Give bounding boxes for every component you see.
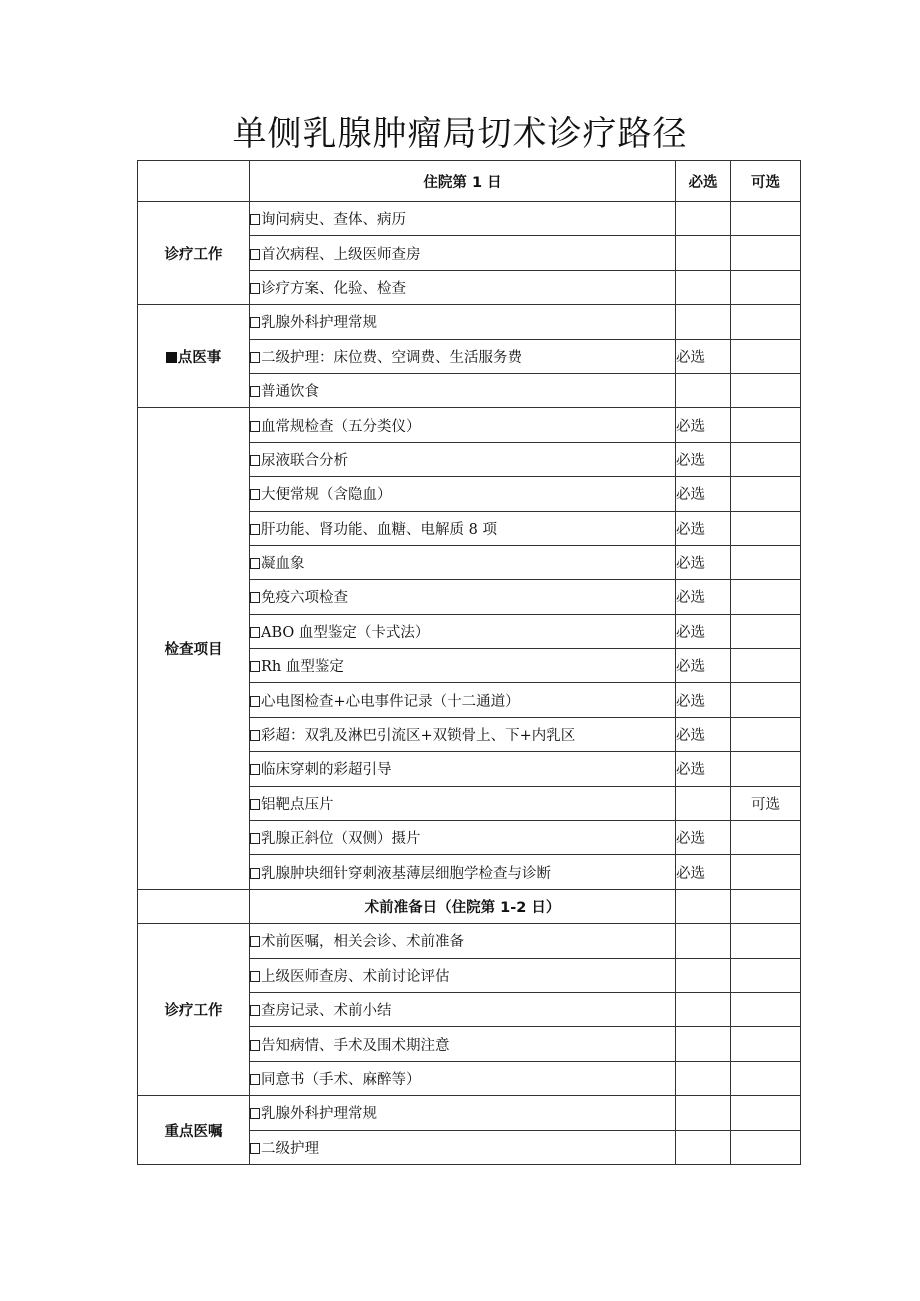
required-flag: 必选 (676, 614, 731, 648)
required-flag: 必选 (676, 545, 731, 579)
checkbox-icon[interactable] (250, 352, 260, 363)
checkbox-icon[interactable] (250, 592, 260, 603)
checkbox-icon[interactable] (250, 1074, 260, 1085)
checklist-item: 乳腺外科护理常规 (250, 305, 676, 339)
checkbox-icon[interactable] (250, 249, 260, 260)
required-flag: 必选 (676, 511, 731, 545)
checkbox-icon[interactable] (250, 799, 260, 810)
checkbox-icon[interactable] (250, 1005, 260, 1016)
checkbox-icon[interactable] (250, 524, 260, 535)
required-flag: 必选 (676, 408, 731, 442)
checklist-item: 乳腺正斜位（双侧）摄片 (250, 821, 676, 855)
checklist-item: 凝血象 (250, 545, 676, 579)
header-optional: 可选 (731, 161, 801, 202)
section-heading-row (138, 889, 801, 923)
checklist-item: 术前医嘱，相关会诊、术前准备 (250, 924, 676, 958)
checkbox-icon[interactable] (250, 489, 260, 500)
checklist-item: 心电图检查+心电事件记录（十二通道） (250, 683, 676, 717)
table-header-row (138, 161, 801, 202)
checklist-item: 大便常规（含隐血） (250, 477, 676, 511)
checklist-item: 彩超：双乳及淋巴引流区+双锁骨上、下+内乳区 (250, 717, 676, 751)
required-flag: 必选 (676, 339, 731, 373)
checklist-item: 告知病情、手术及围术期注意 (250, 1027, 676, 1061)
required-flag: 必选 (676, 683, 731, 717)
checklist-item: 肝功能、肾功能、血糖、电解质 8 项 (250, 511, 676, 545)
checkbox-icon[interactable] (250, 661, 260, 672)
checklist-item: 免疫六项检查 (250, 580, 676, 614)
checklist-item: 诊疗方案、化验、检查 (250, 270, 676, 304)
checkbox-icon[interactable] (250, 558, 260, 569)
required-flag: 必选 (676, 717, 731, 751)
checkbox-icon[interactable] (250, 936, 260, 947)
checkbox-icon[interactable] (250, 764, 260, 775)
table-row (138, 305, 801, 339)
checklist-item: 二级护理：床位费、空调费、生活服务费 (250, 339, 676, 373)
checkbox-icon[interactable] (250, 971, 260, 982)
table-row (138, 924, 801, 958)
page-title: 单侧乳腺肿瘤局切术诊疗路径 (232, 114, 688, 154)
required-flag: 必选 (676, 649, 731, 683)
category-diagnosis-work: 诊疗工作 (138, 202, 250, 305)
checklist-item: 临床穿刺的彩超引导 (250, 752, 676, 786)
checkbox-icon[interactable] (250, 421, 260, 432)
checklist-item: 血常规检查（五分类仪） (250, 408, 676, 442)
checklist-item: 尿液联合分析 (250, 442, 676, 476)
checkbox-icon[interactable] (250, 1108, 260, 1119)
required-flag: 必选 (676, 821, 731, 855)
checkbox-icon[interactable] (250, 730, 260, 741)
checklist-item: 普通饮食 (250, 373, 676, 407)
table-row (138, 202, 801, 236)
checklist-item: 查房记录、术前小结 (250, 992, 676, 1026)
checkbox-icon[interactable] (250, 833, 260, 844)
checklist-item: 询问病史、查体、病历 (250, 202, 676, 236)
category-preop-diagnosis-work: 诊疗工作 (138, 924, 250, 1096)
required-flag: 必选 (676, 580, 731, 614)
checkbox-icon[interactable] (250, 696, 260, 707)
required-flag: 必选 (676, 477, 731, 511)
checklist-item: Rh 血型鉴定 (250, 649, 676, 683)
category-exam-items: 检查项目 (138, 408, 250, 889)
checklist-item: 上级医师查房、术前讨论评估 (250, 958, 676, 992)
checkbox-icon[interactable] (250, 283, 260, 294)
checkbox-icon[interactable] (250, 1040, 260, 1051)
checklist-item: 乳腺外科护理常规 (250, 1096, 676, 1130)
checkbox-icon[interactable] (250, 1143, 260, 1154)
checklist-item: ABO 血型鉴定（卡式法） (250, 614, 676, 648)
required-flag (676, 786, 731, 820)
required-flag: 必选 (676, 855, 731, 889)
required-flag (676, 373, 731, 407)
required-flag (676, 305, 731, 339)
checkbox-icon[interactable] (250, 317, 260, 328)
header-day1: 住院第 1 日 (250, 161, 676, 202)
checklist-item: 二级护理 (250, 1130, 676, 1164)
checklist-item: 同意书（手术、麻醉等） (250, 1061, 676, 1095)
category-key-orders: 点医事 (138, 305, 250, 408)
checkbox-icon[interactable] (250, 386, 260, 397)
checkbox-icon[interactable] (250, 868, 260, 879)
checklist-item: 乳腺肿块细针穿刺液基薄层细胞学检查与诊断 (250, 855, 676, 889)
category-preop-key-orders: 重点医嘱 (138, 1096, 250, 1165)
required-flag: 必选 (676, 442, 731, 476)
filled-square-icon (166, 352, 177, 363)
preop-heading: 术前准备日（住院第 1-2 日） (250, 889, 676, 923)
checkbox-icon[interactable] (250, 455, 260, 466)
checklist-item: 铝靶点压片 (250, 786, 676, 820)
required-flag: 必选 (676, 752, 731, 786)
optional-flag: 可选 (731, 786, 801, 820)
table-row (138, 1096, 801, 1130)
table-row (138, 408, 801, 442)
checklist-item: 首次病程、上级医师查房 (250, 236, 676, 270)
checkbox-icon[interactable] (250, 627, 260, 638)
clinical-pathway-table (137, 160, 801, 1165)
header-blank-cell (138, 161, 250, 202)
checkbox-icon[interactable] (250, 214, 260, 225)
header-required: 必选 (676, 161, 731, 202)
